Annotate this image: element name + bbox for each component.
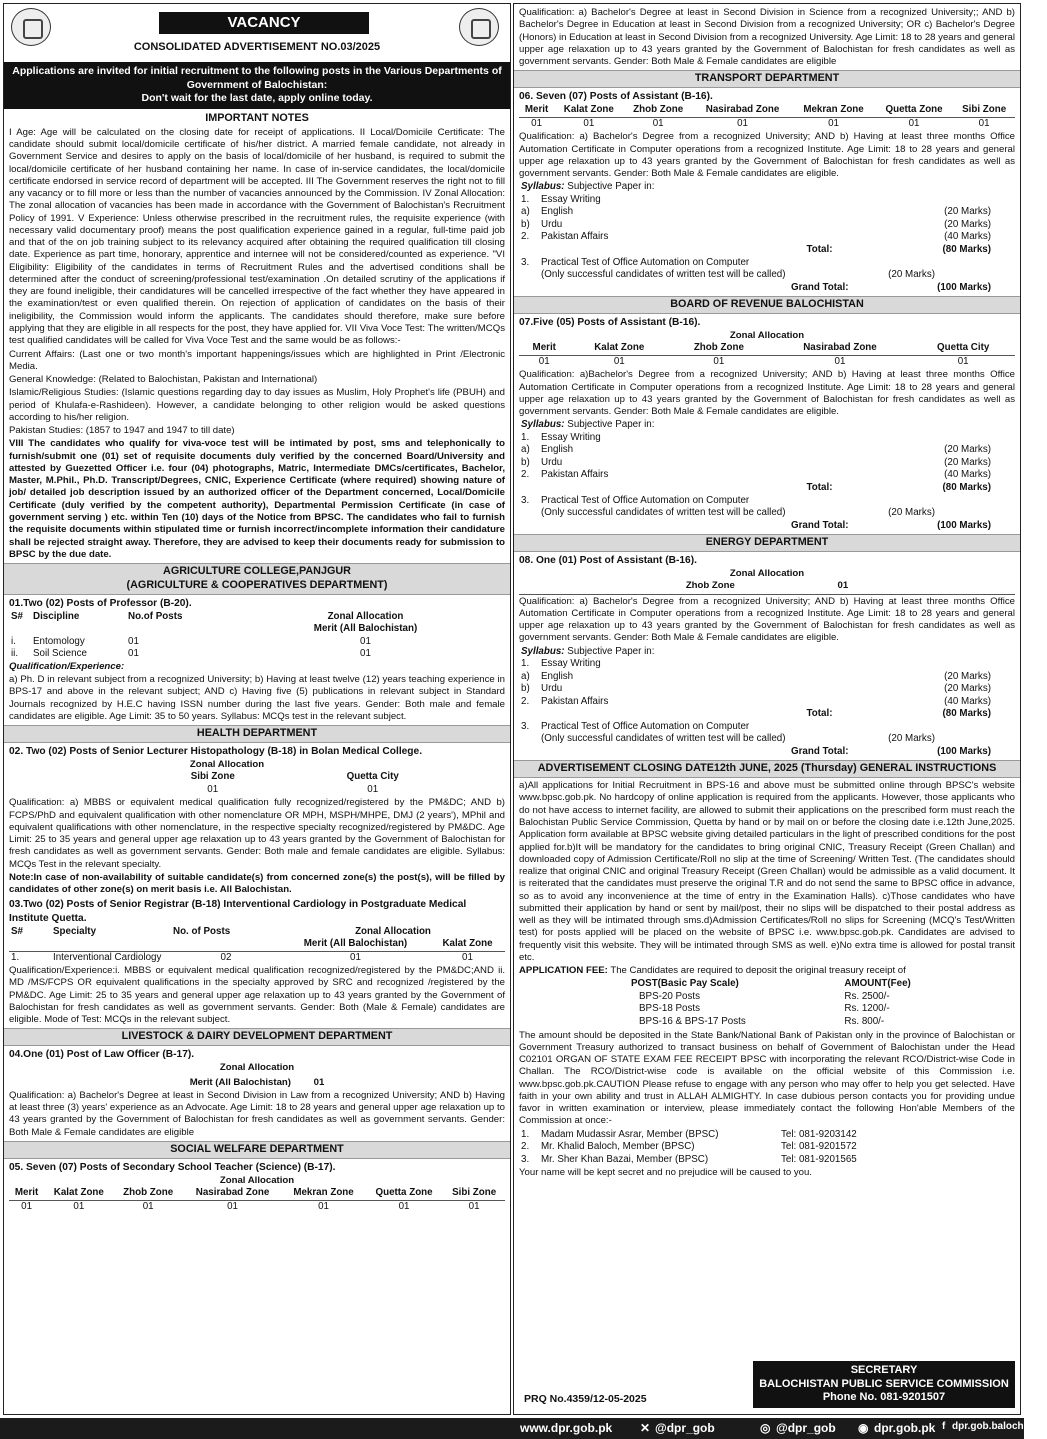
- syllabus-transport: Syllabus: Subjective Paper in: 1. Essay Writing a) English (20 Marks) b) Urdu (20 Marks) 2. Pakistan Affairs (40 Marks) Total: (80 Marks) 3. Practical Test of Office Automation on Computer (Only successful candidates of written test will be called) (20 Marks) Grand Total: (100 Marks): [521, 181, 991, 293]
- dept-health: HEALTH DEPARTMENT: [4, 725, 510, 743]
- pakistan-studies: Pakistan Studies: (1857 to 1947 and 1947 to till date): [9, 425, 235, 437]
- dept-transport: TRANSPORT DEPARTMENT: [514, 70, 1020, 88]
- left-column: VACANCY CONSOLIDATED ADVERTISEMENT NO.03/2025 Applications are invited for initial recruitment to the following posts in the Various Departments of Government of Balochistan: Don't wait for the last date, apply online today. IMPORTANT NOTES I Age: Age will be calculated on the closing date for receipt of applications. II Local/Domicile Certificate: The candidate should submit local/domicile certificate of his/her district. A married female candidate, not already in Government Service and desires to apply on the basis of local/domicile of her husband, is required to submit the local/domicile certificate of her husband containing her name. In case of in-service candidates, the local/domicile certificate endorsed in service record of department will be accepted. III The Government reserves the right not to fill any vacancy or to fill more or less than the number of vacancies announced by the Commission. IV Zonal Allocation: The zonal allocation of vacancies has been made in accordance with the Government of Balochistan's Recruitment Policy of 1991. V Experience: Unless otherwise prescribed in the recruitment rules, the requisite experience (with necessary valid documentary proof) means the post qualification experience gained in a regular, full-time paid job and that of the on job training subject to its relevancy acquired after obtaining the required qualification till closing date. Experience as part time, honorary, apprentice and internee will not be considered/counted as experience. "VI Eligibility: Eligibility of the candidates in terms of Recruitment Rules and the advertised conditions shall be determined after the conduct of screening/professional test/examination .On detailed scrutiny of the applications if they are found ineligible, their candidatures will be cancelled irrespective of the fact whether they have appeared in the examination/test or even qualified therein. On rejection of application of candidates on the basis of their ineligibility, the Commission would inform the applicants. The candidates should therefore, make sure before applying that they are eligible in all respects for the post, they have applied for. VII Viva Voce Test: The written/MCQs test qualified candidates will be called for Viva Voce Test and the same would be as follows:- Current Affairs: (Last one or two month's important happenings/issues which are highlighted in Print /Electronic Media. General Knowledge: (Related to Balochistan, Pakistan and International) Islamic/Religious Studies: (Islamic questions regarding day to day issues as Muslim, Holy Prophet's life (PBUH) and period of Khulafa-e-Rashideen). However, a candidate belonging to other religion would be asked questions according to his/her religion. Pakistan Studies: (1857 to 1947 and 1947 to till date) VIII The candidates who qualify for viva-voce test will be intimated by post, sms and telephonically to furnish/submit one (01) set of requisite documents duly verified by the concerned Board/University and attested by Guezetted Officer i.e. four (04) photographs, Matric, Intermediate DMCs/certificates, Bachelor, Master, M.Phil., Ph.D. Transcript/Degrees, CNIC, Experience Certificate (where required) showing nature of job/ detailed job description issued by an authorized officer of the Department concerned, Local/Domicile Certificate (duly verified by the competent authority), Departmental Permission Certificate (in case of government serving ) etc. within Ten (10) days of the Notice from BPSC. The candidates who fail to furnish the requisite documents within stipulated time or furnish incorrect/incomplete information their candidature shall be rejected straight away. Therefore, they are advised to keep their documents ready for submission to BPSC by the due date. AGRICULTURE COLLEGE,PANJGUR (AGRICULTURE & COOPERATIVES DEPARTMENT) 01.Two (02) Posts of Professor (B-20). S# Discipline No.of Posts Zonal Allocation Merit (All Balochistan) i. Entomology 01 01 ii. Soil Science 01 01 Qualification/Experience: a) Ph. D in relevant subject from a recognized University; b) Having at least twelve (12) years teaching experience in BPS-17 and above in the relevant subject; AND c) Having five (5) publications in relevant subject in Standard Journals recognized by H.E.C having ISSN number during the last five years. Gender: Both male and female candidates are eligible. Age Limit: 35 to 50 years. Syllabus: MCQs test in the relevant subject. HEALTH DEPARTMENT 02. Two (02) Posts of Senior Lecturer Histopathology (B-18) in Bolan Medical College. Zonal Allocation Sibi Zone Quetta City 01 01 Qualification: a) MBBS or equivalent medical qualification fully recognized/registered by the PM&DC; AND b) FCPS/PhD and equivalent qualification with other nomenclature OR MPH, MSPH/MHPE, DMJ (2 years'), MPhil and equivalent qualifications with other nomenclature, in the respective specialty recognized/registered by PM&DC. Age Limit: 25 to 35 years and general upper age relaxation up to 43 years granted by the Government of Balochistan for fresh candidates as well as government servants. Gender: Both male and female candidates are eligible. Syllabus: MCQs Test in the relevant specialty. Note:In case of non-availability of suitable candidate(s) from concerned zone(s) the post(s), will be filled by candidates of other zone(s) on merit basis i.e. All Balochistan. 03.Two (02) Posts of Senior Registrar (B-18) Interventional Cardiology in Postgraduate Medical Institute Quetta. S# Specialty No. of Posts Zonal Allocation Merit (All Balochistan) Kalat Zone 1. Interventional Cardiology 02 01 01 Qualification/Experience:i. MBBS or equivalent medical qualification recognized/registered by the PM&DC;AND ii. MD /MS/FCPS OR equivalent qualifications in the specialty approved by SRC and recognized /registered by the PM&DC. Age Limit: 25 to 35 years and general upper age relaxation up to 43 years granted by the Government of Balochistan for fresh candidates as well as government servants. Gender: Both (Male & Female) candidates are eligible. Mode of Test: MCQs in the relevant subject. LIVESTOCK & DAIRY DEVELOPMENT DEPARTMENT 04.One (01) Post of Law Officer (B-17). Zonal Allocation Merit (All Balochistan) 01 Qualification: a) Bachelor's Degree at least in Second Division in Law from a recognized University; AND b) Having at least three (3) years' experience as an Advocate. Age Limit: 18 to 28 years and general upper age relaxation up to 43 years granted by the Government of Balochistan for fresh candidates as well as government servants. Gender: Both Male & Female candidates are eligible SOCIAL WELFARE DEPARTMENT 05. Seven (07) Posts of Secondary School Teacher (Science) (B-17). Zonal Allocation Merit Kalat Zone Zhob Zone Nasirabad Zone Mekran Zone Quetta Zone Sibi Zone 01 01 01 01 01 01 01: [3, 3, 511, 1415]
- fee-table: POST(Basic Pay Scale) AMOUNT(Fee) BPS-20 Posts Rs. 2500/- BPS-18 Posts Rs. 1200/- BPS-16 & BPS-17 Posts Rs. 800/-: [629, 978, 969, 1028]
- website-link[interactable]: www.dpr.gob.pk: [520, 1421, 613, 1435]
- post-05: 05. Seven (07) Posts of Secondary School Teacher (Science) (B-17).: [9, 1161, 336, 1173]
- current-affairs: Current Affairs: (Last one or two month's important happenings/issues which are highlighted in Print /Electronic Media.: [9, 348, 505, 372]
- facebook-handle[interactable]: dpr.gob.balochistan: [952, 1421, 1047, 1432]
- health-note: Note:In case of non-availability of suitable candidate(s) from concerned zone(s) the post(s), will be filled by candidates of other zone(s) on merit basis i.e. All Balochistan.: [9, 871, 505, 896]
- energy-qualification: Qualification: a) Bachelor's Degree from a recognized University; AND b) Having at least three months Office Automation Certificate in Computer operations from a recognized Institute. Age Limit: 18 to 28 years and general upper age relaxation up to 43 years granted by the Government of Balochistan for fresh candidates as well as government servants. Gender: Both Male & Female candidates are eligible.: [519, 595, 1015, 644]
- right-column: Qualification: a) Bachelor's Degree at least in Second Division in Science from a recognized University;; AND b) Bachelor's Degree in Education at least in Second Division from a recognized University; OR c) Bachelor's Degree (Honors) in Education at least in Second Division from a recognized University. Age Limit: 18 to 28 years and general upper age relaxation up to 43 years granted by the Government of Balochistan for fresh candidates as well as government servants. Gender: Both Male & Female candidates are eligible TRANSPORT DEPARTMENT 06. Seven (07) Posts of Assistant (B-16). Merit Kalat Zone Zhob Zone Nasirabad Zone Mekran Zone Quetta Zone Sibi Zone 01 01 01 01 01 01 01 Qualification: a) Bachelor's Degree from a recognized University; AND b) Having at least three months Office Automation Certificate in Computer operations from a recognized Institute. Age Limit: 18 to 28 years and general upper age relaxation up to 43 years granted by the Government of Balochistan for fresh candidates as well as government servants. Gender: Both Male & Female candidates are eligible. Syllabus: Subjective Paper in: 1. Essay Writing a) English (20 Marks) b) Urdu (20 Marks) 2. Pakistan Affairs (40 Marks) Total: (80 Marks) 3. Practical Test of Office Automation on Computer (Only successful candidates of written test will be called) (20 Marks) Grand Total: (100 Marks) BOARD OF REVENUE BALOCHISTAN 07.Five (05) Posts of Assistant (B-16). Zonal Allocation Merit Kalat Zone Zhob Zone Nasirabad Zone Quetta City 01 01 01 01 01 Qualification: a)Bachelor's Degree from a recognized University; AND b) Having at least three months Office Automation Certificate in Computer operations from a recognized Institute. Age Limit: 18 to 28 years and general upper age relaxation up to 43 years granted by the Government of Balochistan for fresh candidates as well as government servants. Gender: Both Male & Female candidates are eligible. Syllabus: Subjective Paper in: 1. Essay Writing a) English (20 Marks) b) Urdu (20 Marks) 2. Pakistan Affairs (40 Marks) Total: (80 Marks) 3. Practical Test of Office Automation on Computer (Only successful candidates of written test will be called) (20 Marks) Grand Total: (100 Marks) ENERGY DEPARTMENT 08. One (01) Post of Assistant (B-16). Zonal Allocation Zhob Zone 01 Qualification: a) Bachelor's Degree from a recognized University; AND b) Having at least three months Office Automation Certificate in Computer operations from a recognized Institute. Age Limit: 18 to 28 years and general upper age relaxation up to 43 years granted by the Government of Balochistan for fresh candidates as well as government servants. Gender: Both Male & Female candidates are eligible. Syllabus: Subjective Paper in: 1. Essay Writing a) English (20 Marks) b) Urdu (20 Marks) 2. Pakistan Affairs (40 Marks) Total: (80 Marks) 3. Practical Test of Office Automation on Computer (Only successful candidates of written test will be called) (20 Marks) Grand Total: (100 Marks) ADVERTISEMENT CLOSING DATE12th JUNE, 2025 (Thursday) GENERAL INSTRUCTIONS a)All applications for Initial Recruitment in BPS-16 and above must be submitted online through BPSC's website www.bpsc.gob.pk. No hardcopy of online application is required from the applicants. However, those applicants who do not have access to internet facility, are allowed to submit their applications on the prescribed form must reach the Balochistan Public Service Commission, Quetta by hand or by mail on or before the closing date i.e.12th June,2025. Application form available at BPSC website giving detailed particulars in the light of prescribed conditions for the post applied for.b)It will be mandatory for the candidates to bring original CNIC, Treasury Receipt (Green Challan) and downloaded copy of Admission Certificate/Roll no slip at the time of Screening/ Written Test. (The candidates should realize that original CNIC and original Treasury Receipt (Green Challan) would be admissible as a valid document. It is reiterated that the candidates must preserve the original T.R and do not send the same to BPSC office in advance, so as to avoid any inconvenience at the time of entry in the Examination Halls). c)Those candidates who have submitted their application by hand or sent by mail/post, their no slips will be dispatched to their postal address as well as they will be intimated through sms.d)Admission Certificates/Roll no slips for Screening (MCQ's Test/Written test) for posts applied will be placed on the website of BPSC i.e. www.bpsc.gob.pk. Candidates are advised to frequently visit this website. They will be intimated through SMS as well. e)No extra time is allowed for postal transit etc. APPLICATION FEE: The Candidates are required to deposit the original treasury receipt of POST(Basic Pay Scale) AMOUNT(Fee) BPS-20 Posts Rs. 2500/- BPS-18 Posts Rs. 1200/- BPS-16 & BPS-17 Posts Rs. 800/- The amount should be deposited in the State Bank/National Bank of Pakistan only in the province of Balochistan or Government Treasury authorized to transact business on behalf of Government of Balochistan under the Head C02101 ORGAN OF STATE EXAM FEE RECEIPT BPSC with incorporating the relevant RCO/District-wise Code in Challan. The RCO/District-wise code is available on the official website of this Commission i.e. www.bpsc.gob.pk.CAUTION Please refuse to engage with any person who may offer to help you get selected. Have faith in your own ability and trust in ALLAH ALMIGHTY. In case dubious person contacts you for providing undue favor in written examination or interview, please immediately contact the following Hon'able Members of the Commission at once:- 1. Madam Mudassir Asrar, Member (BPSC) Tel: 081-9203142 2. Mr. Khalid Baloch, Member (BPSC) Tel: 081-9201572 3. Mr. Sher Khan Bazai, Member (BPSC) Tel: 081-9201565 Your name will be kept secret and no prejudice will be caused to you. PRQ No.4359/12-05-2025 SECRETARY BALOCHISTAN PUBLIC SERVICE COMMISSION Phone No. 081-9201507: [513, 3, 1021, 1415]
- application-fee: APPLICATION FEE: The Candidates are required to deposit the original treasury receipt of: [519, 965, 906, 977]
- secretary-signature-block: SECRETARY BALOCHISTAN PUBLIC SERVICE COMMISSION Phone No. 081-9201507: [753, 1361, 1015, 1408]
- secrecy-note: Your name will be kept secret and no prejudice will be caused to you.: [519, 1167, 812, 1179]
- revenue-qualification: Qualification: a)Bachelor's Degree from a recognized University; AND b) Having at least three months Office Automation Certificate in Computer operations from a recognized Institute. Age Limit: 18 to 28 years and general upper age relaxation up to 43 years granted by the Government of Balochistan for fresh candidates as well as government servants. Gender: Both Male & Female candidates are eligible.: [519, 369, 1015, 418]
- dept-social-welfare: SOCIAL WELFARE DEPARTMENT: [4, 1141, 510, 1159]
- table-row: 01 01 01 01 01: [519, 355, 1015, 368]
- table-row: ii. Soil Science 01 01: [11, 648, 371, 660]
- social-qualification: Qualification: a) Bachelor's Degree at least in Second Division in Science from a recognized University;; AND b) Bachelor's Degree in Education at least in Second Division from a recognized University; OR c) Bachelor's Degree (Honors) in Education at least in Second Division from a recognized University. Age Limit: 18 to 28 years and general upper age relaxation up to 43 years granted by the Government of Balochistan for fresh candidates as well as government servants. Gender: Both Male & Female candidates are eligible: [519, 7, 1015, 68]
- table-row: BPS-18 Posts Rs. 1200/-: [639, 1003, 890, 1015]
- post-02: 02. Two (02) Posts of Senior Lecturer Histopathology (B-18) in Bolan Medical College.: [9, 745, 423, 757]
- post-08: 08. One (01) Post of Assistant (B-16).: [519, 554, 697, 566]
- viva-voce-documents: VIII The candidates who qualify for viva-voce test will be intimated by post, sms and telephonically to furnish/submit one (01) set of requisite documents duly verified by the concerned Board/University and attested by Guezetted Officer i.e. four (04) photographs, Matric, Intermediate DMCs/certificates, Bachelor, Master, M.Phil., Ph.D. Transcript/Degrees, CNIC, Experience Certificate (where required) showing nature of job/ detailed job description issued by an authorized officer of the Department concerned, Local/Domicile Certificate (duly verified by the competent authority), Departmental Permission Certificate (in case of government serving ) etc. within Ten (10) days of the Notice from BPSC. The candidates who fail to furnish the requisite documents within stipulated time or furnish incorrect/incomplete information their candidature shall be rejected straight away. Therefore, they are advised to keep their documents ready for submission to BPSC by the due date.: [9, 438, 505, 560]
- agri-table: S# Discipline No.of Posts Zonal Allocation Merit (All Balochistan) i. Entomology 01 01 ii. Soil Science 01 01: [9, 611, 505, 661]
- instagram-handle[interactable]: @dpr_gob: [776, 1421, 836, 1435]
- closing-date-bar: ADVERTISEMENT CLOSING DATE12th JUNE, 2025 (Thursday) GENERAL INSTRUCTIONS: [514, 760, 1020, 778]
- dept-livestock: LIVESTOCK & DAIRY DEVELOPMENT DEPARTMENT: [4, 1028, 510, 1046]
- instagram-icon: ◎: [760, 1421, 771, 1435]
- members-table: [519, 1129, 1015, 1167]
- livestock-qualification: Qualification: a) Bachelor's Degree at least in Second Division in Law from a recognized University; AND b) Having at least three (3) years' experience as an Advocate. Age Limit: 18 to 28 years and general upper age relaxation up to 43 years granted by the Government of Balochistan for fresh candidates as well as government servants. Gender: Both Male & Female candidates are eligible: [9, 1089, 505, 1138]
- footer-bar: [0, 1418, 1047, 1439]
- notes-paragraph: I Age: Age will be calculated on the closing date for receipt of applications. II Local/Domicile Certificate: The candidate should submit local/domicile certificate of his/her district. A married female candidate, not already in Government Service and desires to apply on the basis of local/domicile of her husband, is required to submit the local/domicile certificate of her husband containing her name. In case of in-service candidates, the local/domicile certificate endorsed in service record of department will be accepted. III The Government reserves the right not to fill any vacancy or to fill more or less than the number of vacancies announced by the Commission. IV Zonal Allocation: The zonal allocation of vacancies has been made in accordance with the Government of Balochistan's Recruitment Policy of 1991. V Experience: Unless otherwise prescribed in the recruitment rules, the requisite experience (with necessary valid documentary proof) means the post qualification experience gained in a regular, full-time paid job and that of the on job training subject to its relevancy acquired after obtaining the required qualification till closing date. Experience as part time, honorary, apprentice and internee will not be considered/counted as experience. "VI Eligibility: Eligibility of the candidates in terms of Recruitment Rules and the advertised conditions shall be determined after the conduct of screening/professional test/examination .On detailed scrutiny of the applications if they are found ineligible, their candidatures will be cancelled irrespective of the fact whether they have appeared in the examination/test or even qualified therein. On rejection of application of candidates on the basis of their ineligibility, the Commission would inform the applicants. The candidates should therefore, make sure before applying that they are eligible in all respects for the post, they have applied for. VII Viva Voce Test: The written/MCQs test qualified candidates will be called for Viva Voce Test and the same would be as follows:-: [9, 126, 505, 347]
- revenue-zone-table: Merit Kalat Zone Zhob Zone Nasirabad Zone Quetta City 01 01 01 01 01: [519, 342, 1015, 368]
- post-04: 04.One (01) Post of Law Officer (B-17).: [9, 1049, 195, 1061]
- web-handle[interactable]: dpr.gob.pk: [874, 1421, 936, 1435]
- advertisement-number: CONSOLIDATED ADVERTISEMENT NO.03/2025: [133, 41, 381, 53]
- table-row: BPS-20 Posts Rs. 2500/-: [639, 990, 890, 1002]
- islamic-studies: Islamic/Religious Studies: (Islamic questions regarding day to day issues as Muslim, Holy Prophet's life (PBUH) and period of Khulafa-e-Rashideen). However, a candidate belonging to other religion would be asked questions according to his/her religion.: [9, 387, 505, 423]
- vacancy-title: VACANCY: [159, 12, 369, 34]
- general-instructions: a)All applications for Initial Recruitment in BPS-16 and above must be submitted online through BPSC's website www.bpsc.gob.pk. No hardcopy of online application is required from the applicants. However, those applicants who do not have access to internet facility, are allowed to submit their applications on the prescribed form must reach the Balochistan Public Service Commission, Quetta by hand or by mail on or before the closing date i.e.12th June,2025. Application form available at BPSC website giving detailed particulars in the light of prescribed conditions for the post applied for.b)It will be mandatory for the candidates to bring original CNIC, Treasury Receipt (Green Challan) and downloaded copy of Admission Certificate/Roll no slip at the time of Screening/ Written Test. (The candidates should realize that original CNIC and original Treasury Receipt (Green Challan) would be admissible as a valid document. It is reiterated that the candidates must preserve the original T.R and do not send the same to BPSC office in advance, so as to avoid any inconvenience at the time of entry in the Examination Halls). c)Those candidates who have submitted their application by hand or sent by mail/post, their no slips will be dispatched to their postal address as well as they will be intimated through sms.d)Admission Certificates/Roll no slips for Screening (MCQ's Test/Written test) for posts applied will be placed on the website of BPSC i.e. www.bpsc.gob.pk. Candidates are advised to frequently visit this website. They will be intimated through SMS as well. e)No extra time is allowed for postal transit etc.: [519, 780, 1015, 963]
- dept-energy: ENERGY DEPARTMENT: [514, 534, 1020, 552]
- table-row: 01 01 01 01 01 01 01: [9, 1200, 505, 1213]
- dept-revenue: BOARD OF REVENUE BALOCHISTAN: [514, 296, 1020, 314]
- list-item: 2. Mr. Khalid Baloch, Member (BPSC) Tel: 081-9201572: [521, 1141, 857, 1153]
- header: [9, 6, 505, 62]
- globe-icon: ◉: [858, 1421, 869, 1435]
- facebook-icon: f: [942, 1421, 946, 1432]
- table-row: 01 01 01 01 01 01 01: [519, 117, 1015, 130]
- health-table: S# Specialty No. of Posts Zonal Allocation Merit (All Balochistan) Kalat Zone 1. Interventional Cardiology 02 01 01: [9, 926, 505, 965]
- agri-qualification: a) Ph. D in relevant subject from a recognized University; b) Having at least twelve (12) years teaching experience in BPS-17 and above in the relevant subject; AND c) Having five (5) publications in relevant subject in Standard Journals recognized by H.E.C having ISSN number during the last five years. Gender: Both male and female candidates are eligible. Age Limit: 35 to 50 years. Syllabus: MCQs test in the relevant subject.: [9, 674, 505, 722]
- post-07: 07.Five (05) Posts of Assistant (B-16).: [519, 316, 701, 328]
- syllabus-energy: Syllabus: Subjective Paper in: 1. Essay Writing a) English (20 Marks) b) Urdu (20 Marks) 2. Pakistan Affairs (40 Marks) Total: (80 Marks) 3. Practical Test of Office Automation on Computer (Only successful candidates of written test will be called) (20 Marks) Grand Total: (100 Marks): [521, 645, 991, 757]
- prq-number: PRQ No.4359/12-05-2025: [524, 1392, 647, 1405]
- post-03: 03.Two (02) Posts of Senior Registrar (B-18) Interventional Cardiology in Postgraduate Medical Institute Quetta.: [9, 899, 467, 924]
- transport-qualification: Qualification: a) Bachelor's Degree from a recognized University; AND b) Having at least three months Office Automation Certificate in Computer operations from a recognized Institute. Age Limit: 18 to 28 years and general upper age relaxation up to 43 years granted by the Government of Balochistan for fresh candidates as well as government servants. Gender: Both Male & Female candidates are eligible.: [519, 131, 1015, 180]
- notes-title: IMPORTANT NOTES: [205, 111, 309, 124]
- deposit-caution: The amount should be deposited in the State Bank/National Bank of Pakistan only in the province of Balochistan or Government Treasury authorized to transact business on behalf of Government of Balochistan under the Head C02101 ORGAN OF STATE EXAM FEE RECEIPT BPSC with incorporating the relevant RCO/District-wise Code in Challan. The RCO/District-wise code is available on the official website of this Commission i.e. www.bpsc.gob.pk.CAUTION Please refuse to engage with any person who may offer to help you get selected. Have faith in your own ability and trust in ALLAH ALMIGHTY. In case dubious person contacts you for providing undue favor in written examination or interview, please immediately contact the following Hon'able Members of the Commission at once:-: [519, 1029, 1015, 1127]
- health-qualification-2: Qualification/Experience:i. MBBS or equivalent medical qualification recognized/registered by the PM&DC;AND ii. MD /MS/FCPS OR equivalent qualifications in the specialty approved by SRC and recognized /registered by the PM&DC. Age Limit: 25 to 35 years and general upper age relaxation up to 43 years granted by the Government of Balochistan for fresh candidates as well as government servants. Gender: Both (Male & Female) candidates are eligible. Mode of Test: MCQs in the relevant subject.: [9, 965, 505, 1026]
- list-item: 3. Mr. Sher Khan Bazai, Member (BPSC) Tel: 081-9201565: [521, 1153, 857, 1165]
- general-knowledge: General Knowledge: (Related to Balochistan, Pakistan and International): [9, 374, 318, 386]
- table-row: 1. Interventional Cardiology 02 01 01: [9, 951, 505, 964]
- table-row: BPS-16 & BPS-17 Posts Rs. 800/-: [639, 1016, 885, 1028]
- dept-agriculture: AGRICULTURE COLLEGE,PANJGUR (AGRICULTURE & COOPERATIVES DEPARTMENT): [4, 563, 510, 595]
- x-icon: ✕: [640, 1421, 651, 1435]
- table-row: i. Entomology 01 01: [11, 635, 371, 647]
- post-06: 06. Seven (07) Posts of Assistant (B-16).: [519, 91, 713, 103]
- post-01: 01.Two (02) Posts of Professor (B-20).: [9, 597, 192, 609]
- intro-banner: Applications are invited for initial recruitment to the following posts in the Various Departments of Government of Balochistan: Don't wait for the last date, apply online today.: [4, 62, 510, 109]
- syllabus-revenue: Syllabus: Subjective Paper in: 1. Essay Writing a) English (20 Marks) b) Urdu (20 Marks) 2. Pakistan Affairs (40 Marks) Total: (80 Marks) 3. Practical Test of Office Automation on Computer (Only successful candidates of written test will be called) (20 Marks) Grand Total: (100 Marks): [521, 419, 991, 531]
- transport-zone-table: Merit Kalat Zone Zhob Zone Nasirabad Zone Mekran Zone Quetta Zone Sibi Zone 01 01 01 01 01 01 01: [519, 104, 1015, 130]
- list-item: 1. Madam Mudassir Asrar, Member (BPSC) Tel: 081-9203142: [521, 1128, 857, 1140]
- x-handle[interactable]: @dpr_gob: [655, 1421, 715, 1435]
- health-qualification-1: Qualification: a) MBBS or equivalent medical qualification fully recognized/registered by the PM&DC; AND b) FCPS/PhD and equivalent qualification with other nomenclature OR MPH, MSPH/MHPE, DMJ (2 years'), MPhil and equivalent qualifications with other nomenclature, in the respective specialty recognized/registered by PM&DC. Age Limit: 25 to 35 years and general upper age relaxation up to 43 years granted by the Government of Balochistan for fresh candidates as well as government servants. Gender: Both male and female candidates are eligible. Syllabus: MCQs Test in the relevant specialty.: [9, 797, 505, 870]
- social-zone-table: Merit Kalat Zone Zhob Zone Nasirabad Zone Mekran Zone Quetta Zone Sibi Zone 01 01 01 01 01 01 01: [9, 1187, 505, 1213]
- health-zone-table: Sibi Zone Quetta City 01 01: [190, 771, 399, 795]
